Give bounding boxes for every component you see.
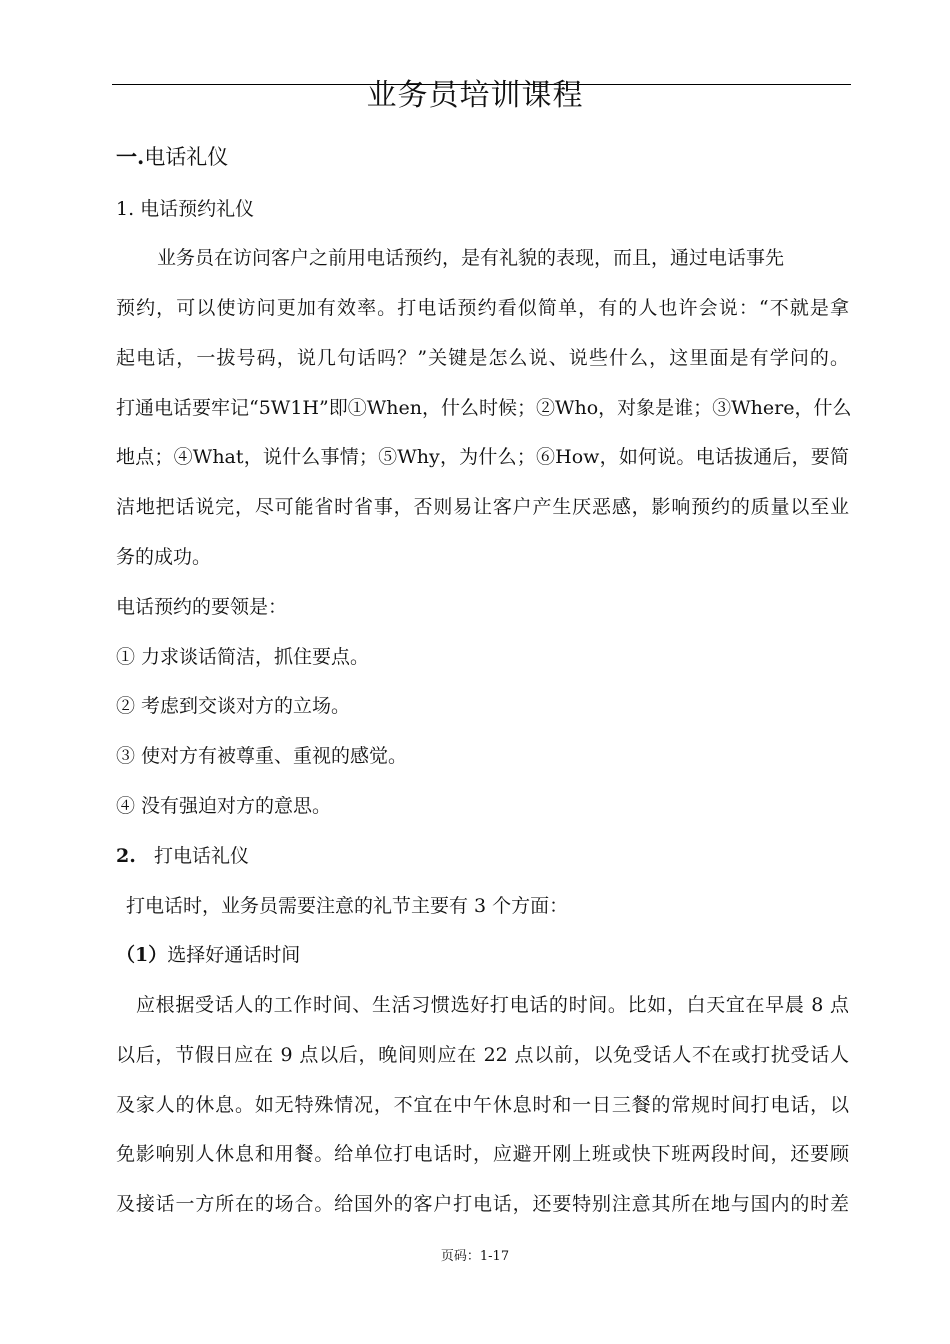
essential-item-3: ③ 使对方有被尊重、重视的感觉。	[116, 745, 408, 767]
section-label: 电话礼仪	[144, 145, 229, 169]
section-heading	[116, 143, 228, 171]
paragraph-1-line-5: 地点；④What，说什么事情；⑤Why，为什么；⑥How，如何说。电话拔通后，要简	[116, 446, 849, 468]
section-number: 一.	[116, 144, 145, 169]
paragraph-1-line-6: 洁地把话说完，尽可能省时省事，否则易让客户产生厌恶感，影响预约的质量以至业	[116, 496, 849, 518]
paragraph-2-line-2: 以后，节假日应在 9 点以后，晚间则应在 22 点以前，以免受话人不在或打扰受话人	[116, 1044, 849, 1066]
paragraph-1-line-4: 打通电话要牢记“5W1H”即①When，什么时候；②Who，对象是谁；③Where，什么	[116, 397, 852, 419]
subheading-2-intro: 打电话时，业务员需要注意的礼节主要有 3 个方面：	[126, 895, 569, 917]
essential-item-2: ② 考虑到交谈对方的立场。	[116, 695, 351, 717]
essentials-intro: 电话预约的要领是：	[116, 596, 288, 618]
subheading-2-number: 2.	[116, 845, 136, 867]
paragraph-1-line-1: 业务员在访问客户之前用电话预约，是有礼貌的表现，而且，通过电话事先	[157, 247, 785, 269]
essential-item-1: ① 力求谈话简洁，抓住要点。	[116, 646, 370, 668]
subheading-1: 1. 电话预约礼仪	[116, 198, 255, 220]
item-1-label: 选择好通话时间	[167, 944, 301, 966]
paragraph-1-line-7: 务的成功。	[116, 546, 212, 568]
paragraph-2-line-5: 及接话一方所在的场合。给国外的客户打电话，还要特别注意其所在地与国内的时差	[116, 1193, 849, 1215]
essential-item-4: ④ 没有强迫对方的意思。	[116, 795, 332, 817]
paragraph-1-line-2: 预约，可以使访问更加有效率。打电话预约看似简单，有的人也许会说：“不就是拿	[116, 297, 849, 319]
page-footer: 页码：1-17	[440, 1249, 510, 1264]
paragraph-2-line-3: 及家人的休息。如无特殊情况，不宜在中午休息时和一日三餐的常规时间打电话，以	[116, 1094, 849, 1116]
paragraph-2-line-1: 应根据受话人的工作时间、生活习惯选好打电话的时间。比如，白天宜在早晨 8 点	[136, 994, 849, 1016]
paragraph-1-line-3: 起电话，一拔号码，说几句话吗？”关键是怎么说、说些什么，这里面是有学问的。	[116, 347, 849, 369]
subheading-2-label: 打电话礼仪	[153, 845, 249, 867]
item-1-number: （1）	[116, 944, 168, 966]
item-1-heading	[116, 941, 300, 969]
page-title: 业务员培训课程	[366, 78, 584, 113]
paragraph-2-line-4: 免影响别人休息和用餐。给单位打电话时，应避开刚上班或快下班两段时间，还要顾	[116, 1143, 849, 1165]
subheading-2	[116, 842, 249, 870]
